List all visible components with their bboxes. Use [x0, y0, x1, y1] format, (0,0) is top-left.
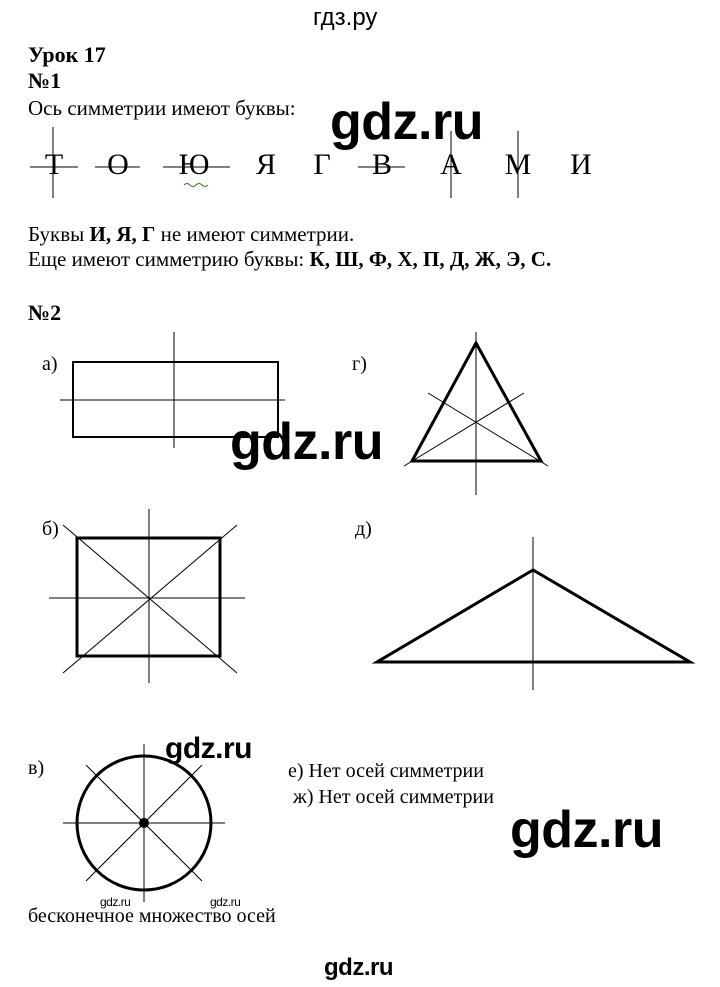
- label-d: д): [355, 518, 372, 540]
- letter-v: В: [371, 148, 392, 181]
- label-g: г): [352, 353, 367, 375]
- more-symmetry-prefix: Еще имеют симметрию буквы:: [28, 247, 310, 271]
- no-symmetry-suffix: не имеют симметрии.: [155, 222, 355, 246]
- lesson-title: Урок 17: [28, 42, 106, 67]
- watermark: gdz.ru: [165, 732, 252, 765]
- letter-m: М: [504, 148, 532, 181]
- watermark: gdz.ru: [510, 801, 663, 859]
- watermark: gdz.ru: [100, 895, 131, 909]
- task2-number: №2: [28, 300, 62, 325]
- isosceles-triangle-figure: [370, 535, 710, 695]
- more-symmetry-letters: К, Ш, Ф, Х, П, Д, Ж, Э, С.: [309, 247, 552, 271]
- answer-e: е) Нет осей симметрии: [288, 760, 484, 782]
- task1-number: №1: [28, 68, 62, 93]
- no-symmetry-line: [28, 222, 354, 247]
- task1-intro: Ось симметрии имеют буквы:: [28, 96, 296, 120]
- letter-i: И: [570, 148, 592, 181]
- watermark: gdz.ru: [210, 895, 241, 909]
- no-symmetry-prefix: Буквы: [28, 222, 90, 246]
- watermark: gdz.ru: [330, 93, 483, 151]
- letter-t: Т: [44, 148, 64, 181]
- no-symmetry-letters: И, Я, Г: [89, 222, 156, 246]
- more-symmetry-line: [28, 247, 551, 272]
- square-figure: [45, 505, 265, 705]
- label-v: в): [28, 757, 45, 779]
- equilateral-triangle-figure: [400, 330, 600, 500]
- watermark: gdz.ru: [230, 413, 383, 471]
- label-b: б): [42, 518, 59, 540]
- answer-zh: ж) Нет осей симметрии: [293, 786, 494, 808]
- watermark: gdz.ru: [324, 954, 393, 981]
- letter-ya: Я: [255, 148, 276, 181]
- circle-caption: бесконечное множество осей: [28, 905, 276, 927]
- letter-o: О: [107, 148, 129, 181]
- label-a: а): [42, 353, 58, 375]
- letter-g: Г: [313, 148, 331, 181]
- letter-yu: Ю: [178, 148, 210, 181]
- site-header: гдз.ру: [313, 4, 378, 31]
- letter-a: А: [440, 148, 462, 181]
